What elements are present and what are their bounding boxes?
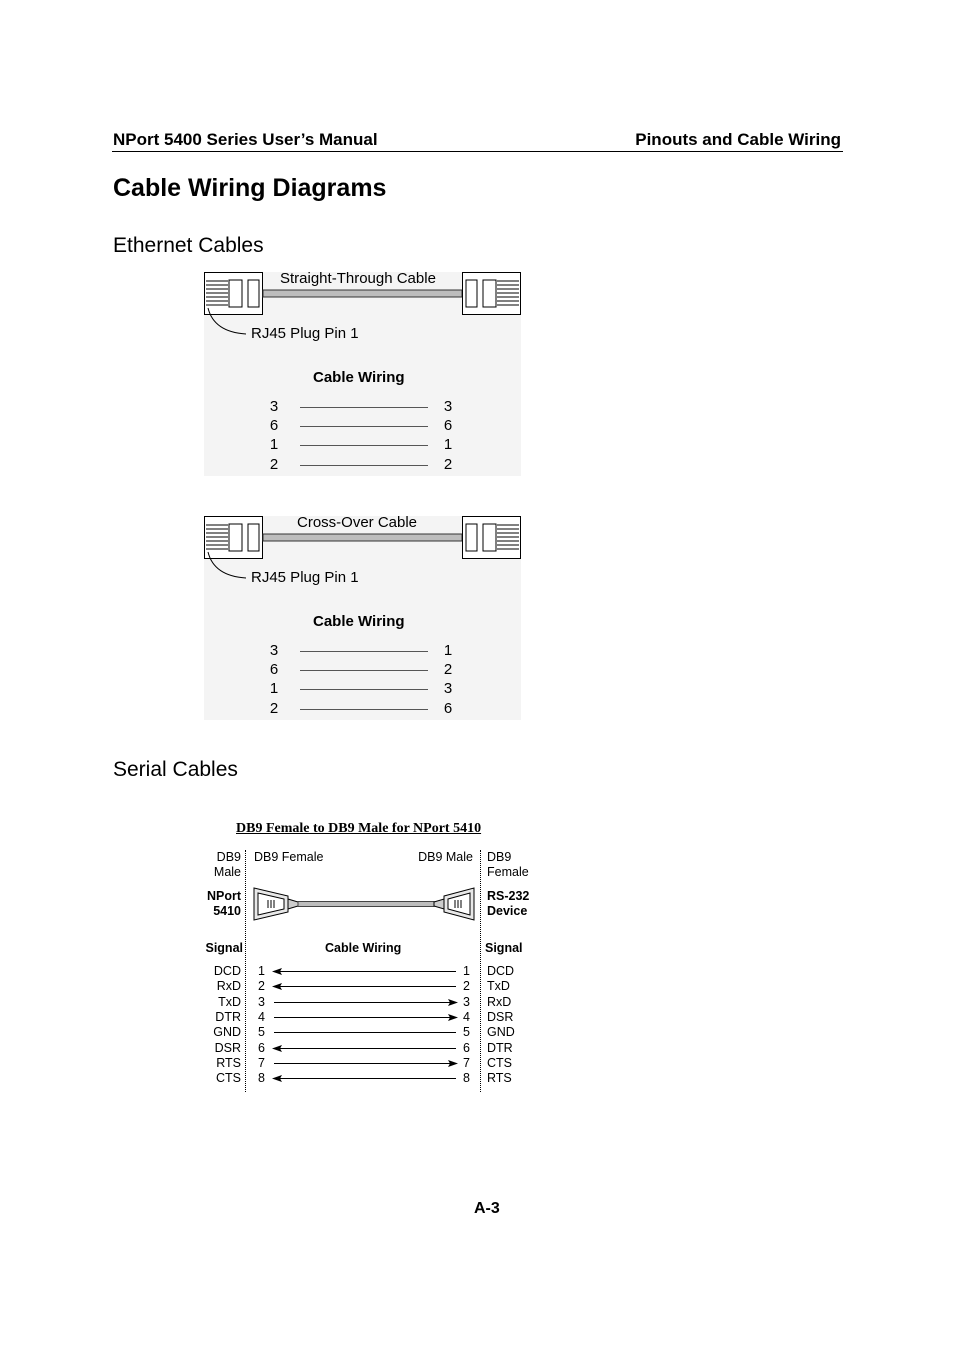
page-number: A-3 [474, 1200, 500, 1217]
wire [300, 465, 428, 466]
rj45-plug-left-icon [205, 517, 263, 559]
db9-cable-drawing [196, 846, 536, 926]
right-pin: 4 [463, 1009, 470, 1024]
running-header-right: Pinouts and Cable Wiring [635, 130, 841, 149]
left-signal: RxD [216, 979, 241, 994]
right-signal: RTS [487, 1071, 512, 1086]
ethernet-heading: Ethernet Cables [113, 234, 264, 257]
serial-wiring-row [196, 1025, 536, 1040]
left-pin: 6 [258, 1040, 265, 1055]
serial-wiring-row [196, 964, 536, 979]
left-signal: CTS [216, 1071, 241, 1086]
right-pin: 6 [463, 1040, 470, 1055]
page-title: Cable Wiring Diagrams [113, 174, 387, 202]
cable-body [263, 290, 462, 297]
serial-heading: Serial Cables [113, 758, 238, 781]
serial-wiring-row [196, 1071, 536, 1086]
right-top-label: Female [487, 865, 529, 879]
serial-wiring-row [196, 979, 536, 994]
right-pin: 1 [463, 964, 470, 978]
crossover-figure: Cross-Over Cable RJ45 Plug Pin 1 Cable Wiring 3 6 1 2 1 2 3 6 [204, 516, 521, 720]
left-pin: 7 [258, 1055, 265, 1070]
wire-arrow [270, 1025, 460, 1040]
straight-wiring-title: Cable Wiring [313, 369, 405, 386]
serial-wiring-row [196, 1010, 536, 1025]
wire-arrow [270, 995, 460, 1010]
crossover-plug-label: RJ45 Plug Pin 1 [251, 569, 359, 586]
straight-plug-label: RJ45 Plug Pin 1 [251, 325, 359, 342]
header-rule [112, 151, 843, 152]
db9-connector-right-icon [434, 888, 474, 920]
right-device-label: RS-232 [487, 889, 530, 903]
right-signal: CTS [487, 1055, 512, 1070]
left-signal: DSR [214, 1040, 241, 1055]
wire [300, 445, 428, 446]
left-signal: TxD [218, 994, 241, 1009]
rj45-plug-right-icon [463, 517, 521, 559]
left-pin: 5 [258, 1025, 265, 1040]
wire [300, 651, 428, 652]
wire-arrow [270, 964, 460, 979]
serial-wiring-row [196, 995, 536, 1010]
right-pin: 5 [463, 1025, 470, 1040]
left-signal: RTS [216, 1055, 241, 1070]
running-header-left: NPort 5400 Series User’s Manual [113, 130, 378, 149]
left-top-label: DB9 [216, 850, 241, 864]
serial-wiring-table [196, 964, 536, 1092]
right-top-label: DB9 [487, 850, 512, 864]
wire-arrow [270, 1010, 460, 1025]
left-pin: 4 [258, 1009, 265, 1024]
rj45-plug-right-icon [463, 273, 521, 315]
right-device-label: Device [487, 904, 528, 918]
rj45-plug-left-icon [205, 273, 263, 315]
right-signal: RxD [487, 994, 512, 1009]
left-device-label: 5410 [213, 904, 241, 918]
wire [300, 670, 428, 671]
right-signal: DCD [487, 964, 515, 978]
crossover-wiring-title: Cable Wiring [313, 613, 405, 630]
right-signal: DSR [487, 1009, 514, 1024]
db9-connector-left-icon [254, 888, 298, 920]
cable-body [263, 534, 462, 541]
right-pin: 3 [463, 994, 470, 1009]
serial-diagram [196, 846, 536, 1092]
serial-wiring-row [196, 1041, 536, 1056]
crossover-cable-label: Cross-Over Cable [297, 514, 418, 531]
wire-arrow [270, 1041, 460, 1056]
right-pin: 7 [463, 1055, 470, 1070]
left-pin: 8 [258, 1071, 265, 1086]
serial-diagram-title: DB9 Female to DB9 Male for NPort 5410 [236, 821, 482, 836]
right-pin: 8 [463, 1071, 470, 1086]
serial-wiring-title: Cable Wiring [325, 941, 402, 955]
signal-right-header: Signal [485, 941, 523, 955]
wire-arrow [270, 1071, 460, 1086]
wire [300, 709, 428, 710]
left-connector-label: DB9 Female [254, 850, 324, 864]
left-top-label: Male [213, 865, 241, 879]
wire [300, 407, 428, 408]
wire-arrow [270, 1056, 460, 1071]
signal-left-header: Signal [205, 941, 243, 955]
right-signal: TxD [487, 979, 510, 994]
right-signal: DTR [487, 1040, 513, 1055]
straight-through-figure: Straight-Through Cable RJ45 Plug Pin 1 Cable Wiring 3 6 1 2 3 6 1 2 [204, 272, 521, 476]
left-signal: DCD [213, 964, 241, 978]
wire-arrow [270, 979, 460, 994]
right-connector-label: DB9 Male [418, 850, 473, 864]
wire [300, 689, 428, 690]
left-signal: GND [213, 1025, 241, 1040]
left-pin: 2 [258, 979, 265, 994]
left-pin: 3 [258, 994, 265, 1009]
wire [300, 426, 428, 427]
left-signal: DTR [215, 1009, 241, 1024]
serial-wiring-row [196, 1056, 536, 1071]
right-signal: GND [487, 1025, 515, 1040]
left-device-label: NPort [206, 889, 241, 903]
right-pin: 2 [463, 979, 470, 994]
left-pin: 1 [258, 964, 265, 978]
straight-cable-label: Straight-Through Cable [280, 270, 436, 287]
